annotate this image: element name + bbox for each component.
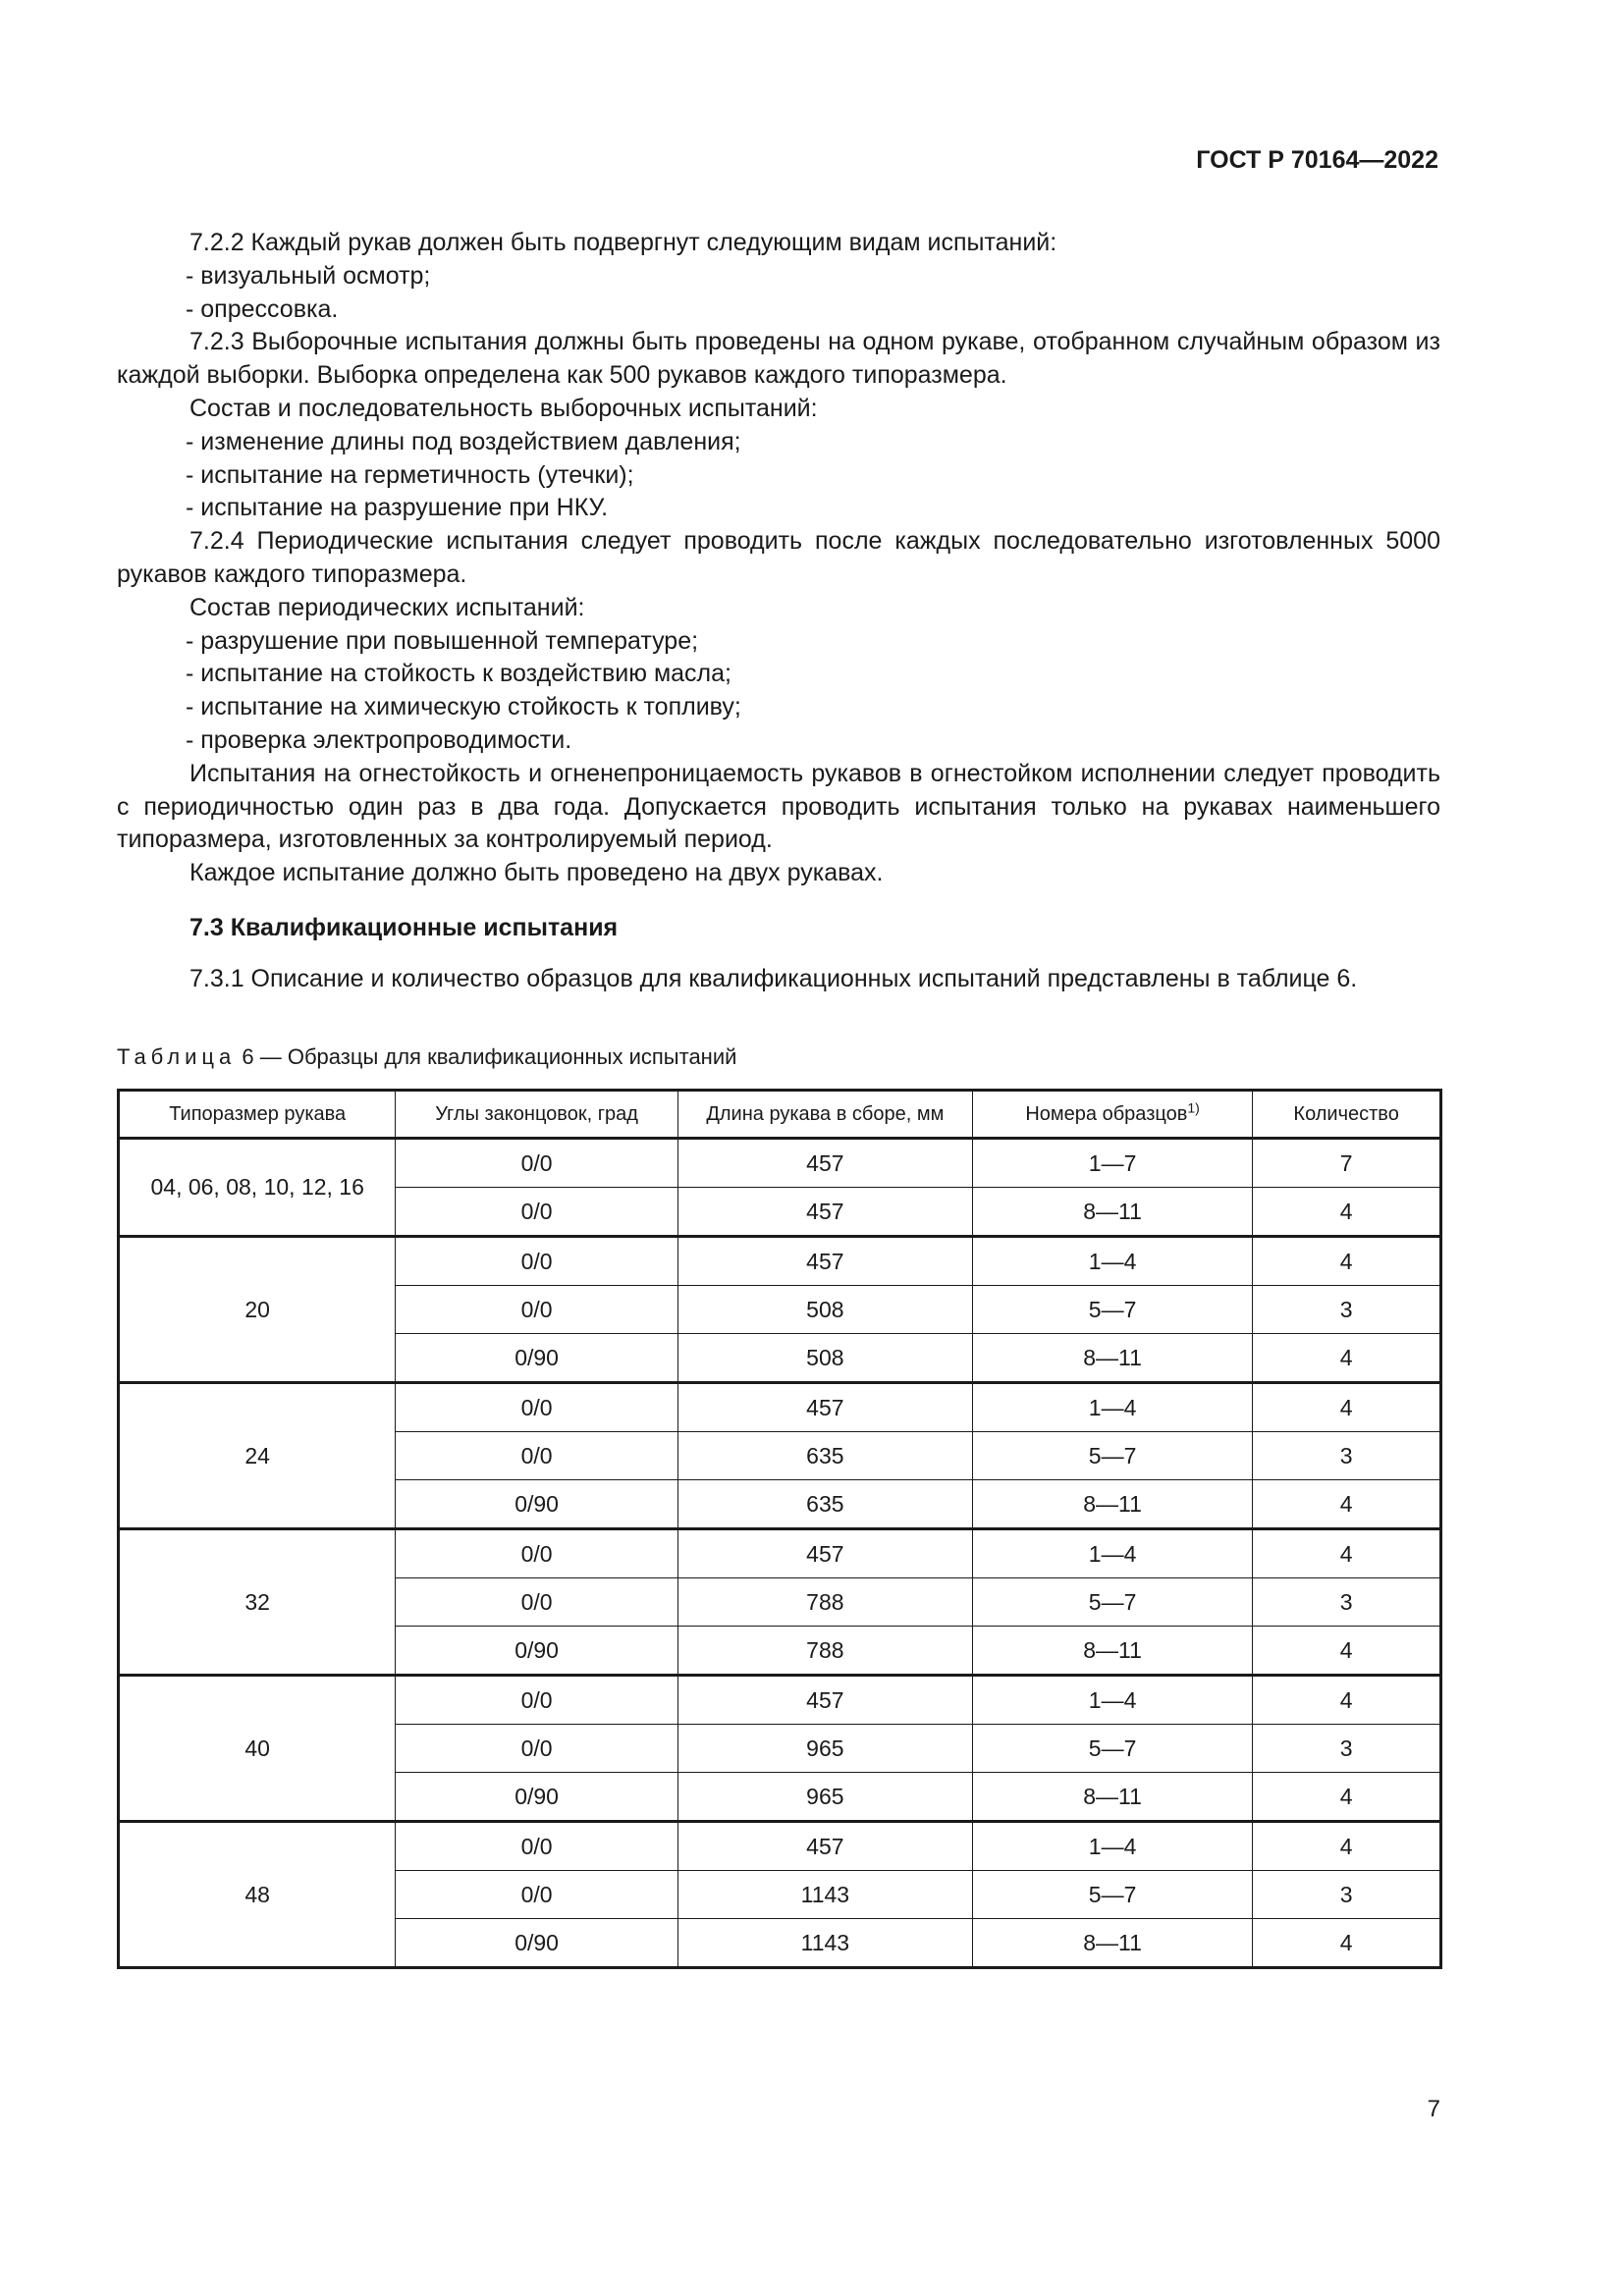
header-quantity: Количество bbox=[1253, 1091, 1441, 1139]
cell-length: 457 bbox=[677, 1237, 972, 1286]
list-item: - испытание на стойкость к воздействию масла; bbox=[186, 660, 731, 688]
cell-length: 457 bbox=[677, 1139, 972, 1188]
cell-sample-numbers: 5—7 bbox=[972, 1432, 1252, 1480]
cell-length: 635 bbox=[677, 1432, 972, 1480]
cell-sample-numbers: 1—4 bbox=[972, 1822, 1252, 1871]
cell-quantity: 4 bbox=[1253, 1773, 1441, 1822]
cell-length: 1143 bbox=[677, 1871, 972, 1919]
table-row bbox=[119, 1529, 1441, 1578]
table-row bbox=[119, 1822, 1441, 1871]
cell-angles: 0/0 bbox=[396, 1432, 677, 1480]
table-header-row bbox=[119, 1091, 1441, 1139]
cell-angles: 0/0 bbox=[396, 1286, 677, 1334]
cell-quantity: 4 bbox=[1253, 1822, 1441, 1871]
cell-sample-numbers: 8—11 bbox=[972, 1773, 1252, 1822]
cell-angles: 0/0 bbox=[396, 1237, 677, 1286]
cell-angles: 0/90 bbox=[396, 1480, 677, 1529]
cell-quantity: 4 bbox=[1253, 1334, 1441, 1383]
cell-quantity: 4 bbox=[1253, 1627, 1441, 1676]
table-row bbox=[119, 1676, 1441, 1725]
table-row bbox=[119, 1139, 1441, 1188]
cell-hose-size: 48 bbox=[119, 1822, 396, 1968]
list-item: - проверка электропроводимости. bbox=[186, 725, 572, 754]
list-item: - визуальный осмотр; bbox=[186, 261, 431, 290]
cell-length: 457 bbox=[677, 1822, 972, 1871]
cell-sample-numbers: 8—11 bbox=[972, 1334, 1252, 1383]
table-row bbox=[119, 1383, 1441, 1432]
footnote-mark: 1) bbox=[1187, 1098, 1200, 1115]
table-row bbox=[119, 1237, 1441, 1286]
cell-quantity: 4 bbox=[1253, 1919, 1441, 1968]
page-number: 7 bbox=[1427, 2096, 1440, 2122]
cell-length: 508 bbox=[677, 1334, 972, 1383]
cell-angles: 0/0 bbox=[396, 1383, 677, 1432]
cell-length: 457 bbox=[677, 1383, 972, 1432]
cell-sample-numbers: 1—4 bbox=[972, 1237, 1252, 1286]
cell-angles: 0/90 bbox=[396, 1919, 677, 1968]
cell-sample-numbers: 5—7 bbox=[972, 1871, 1252, 1919]
table-group bbox=[119, 1676, 1441, 1822]
document-number: ГОСТ Р 70164—2022 bbox=[1196, 146, 1438, 174]
table-group bbox=[119, 1529, 1441, 1676]
cell-quantity: 3 bbox=[1253, 1432, 1441, 1480]
cell-angles: 0/0 bbox=[396, 1871, 677, 1919]
cell-length: 457 bbox=[677, 1676, 972, 1725]
paragraph-7-2-2: 7.2.2 Каждый рукав должен быть подвергнут следующим видам испытаний: bbox=[189, 229, 1057, 256]
cell-length: 788 bbox=[677, 1627, 972, 1676]
table-group bbox=[119, 1383, 1441, 1529]
table-group bbox=[119, 1139, 1441, 1237]
list-item: - разрушение при повышенной температуре; bbox=[186, 626, 699, 655]
paragraph-7-2-4-intro: Состав периодических испытаний: bbox=[189, 593, 585, 621]
cell-angles: 0/0 bbox=[396, 1139, 677, 1188]
header-size: Типоразмер рукава bbox=[119, 1091, 396, 1139]
samples-table bbox=[117, 1089, 1442, 1969]
cell-hose-size: 32 bbox=[119, 1529, 396, 1676]
table-group bbox=[119, 1237, 1441, 1383]
list-item: - испытание на химическую стойкость к топливу; bbox=[186, 693, 741, 721]
cell-sample-numbers: 5—7 bbox=[972, 1725, 1252, 1773]
cell-length: 965 bbox=[677, 1773, 972, 1822]
cell-hose-size: 04, 06, 08, 10, 12, 16 bbox=[119, 1139, 396, 1237]
cell-sample-numbers: 8—11 bbox=[972, 1627, 1252, 1676]
list-item: - изменение длины под воздействием давления; bbox=[186, 427, 741, 455]
cell-length: 965 bbox=[677, 1725, 972, 1773]
cell-sample-numbers: 1—7 bbox=[972, 1139, 1252, 1188]
cell-length: 635 bbox=[677, 1480, 972, 1529]
cell-quantity: 3 bbox=[1253, 1578, 1441, 1627]
list-item: - испытание на разрушение при НКУ. bbox=[186, 494, 609, 522]
section-heading-7-3: 7.3 Квалификационные испытания bbox=[189, 913, 619, 941]
cell-angles: 0/0 bbox=[396, 1822, 677, 1871]
cell-angles: 0/90 bbox=[396, 1334, 677, 1383]
paragraph-7-3-1: 7.3.1 Описание и количество образцов для квалификационных испытаний представлены в таблице 6. bbox=[189, 964, 1358, 992]
cell-length: 457 bbox=[677, 1188, 972, 1237]
cell-angles: 0/90 bbox=[396, 1627, 677, 1676]
cell-length: 457 bbox=[677, 1529, 972, 1578]
cell-hose-size: 24 bbox=[119, 1383, 396, 1529]
body-text bbox=[117, 227, 1440, 996]
paragraph-fire-tests: Испытания на огнестойкость и огненепроницаемость рукавов в огнестойком исполнении следует проводить с периодичностью один раз в два года. Допускается проводить испытания только на рукавах наименьшего типоразмера, изготовленных за контролируемый период. bbox=[117, 759, 1440, 854]
cell-quantity: 7 bbox=[1253, 1139, 1441, 1188]
cell-quantity: 3 bbox=[1253, 1871, 1441, 1919]
cell-angles: 0/90 bbox=[396, 1773, 677, 1822]
cell-angles: 0/0 bbox=[396, 1725, 677, 1773]
cell-quantity: 4 bbox=[1253, 1480, 1441, 1529]
cell-quantity: 3 bbox=[1253, 1725, 1441, 1773]
header-length: Длина рукава в сборе, мм bbox=[677, 1091, 972, 1139]
cell-sample-numbers: 1—4 bbox=[972, 1676, 1252, 1725]
cell-angles: 0/0 bbox=[396, 1529, 677, 1578]
cell-quantity: 4 bbox=[1253, 1383, 1441, 1432]
cell-sample-numbers: 1—4 bbox=[972, 1383, 1252, 1432]
cell-angles: 0/0 bbox=[396, 1676, 677, 1725]
header-sample-numbers-label: Номера образцов bbox=[1025, 1102, 1188, 1125]
cell-quantity: 4 bbox=[1253, 1188, 1441, 1237]
cell-sample-numbers: 8—11 bbox=[972, 1919, 1252, 1968]
header-sample-numbers bbox=[972, 1091, 1252, 1139]
cell-angles: 0/0 bbox=[396, 1188, 677, 1237]
table-caption-text: 6 — Образцы для квалификационных испытаний bbox=[236, 1044, 737, 1069]
list-item: - испытание на герметичность (утечки); bbox=[186, 460, 634, 489]
cell-sample-numbers: 8—11 bbox=[972, 1188, 1252, 1237]
table-caption-label: Таблица bbox=[117, 1044, 237, 1069]
cell-length: 1143 bbox=[677, 1919, 972, 1968]
cell-hose-size: 20 bbox=[119, 1237, 396, 1383]
list-item: - опрессовка. bbox=[186, 294, 339, 323]
cell-quantity: 4 bbox=[1253, 1676, 1441, 1725]
paragraph-two-hoses: Каждое испытание должно быть проведено на двух рукавах. bbox=[189, 859, 884, 887]
cell-quantity: 4 bbox=[1253, 1237, 1441, 1286]
paragraph-7-2-4: 7.2.4 Периодические испытания следует проводить после каждых последовательно изготовленных 5000 рукавов каждого типоразмера. bbox=[117, 527, 1440, 588]
table-caption bbox=[117, 1044, 736, 1070]
cell-sample-numbers: 5—7 bbox=[972, 1578, 1252, 1627]
cell-sample-numbers: 8—11 bbox=[972, 1480, 1252, 1529]
cell-quantity: 3 bbox=[1253, 1286, 1441, 1334]
cell-sample-numbers: 5—7 bbox=[972, 1286, 1252, 1334]
paragraph-7-2-3: 7.2.3 Выборочные испытания должны быть проведены на одном рукаве, отобранном случайным образом из каждой выборки. Выборка определена как 500 рукавов каждого типоразмера. bbox=[117, 328, 1440, 390]
cell-length: 508 bbox=[677, 1286, 972, 1334]
cell-sample-numbers: 1—4 bbox=[972, 1529, 1252, 1578]
table-group bbox=[119, 1822, 1441, 1968]
cell-length: 788 bbox=[677, 1578, 972, 1627]
header-angles: Углы законцовок, град bbox=[396, 1091, 677, 1139]
cell-hose-size: 40 bbox=[119, 1676, 396, 1822]
cell-quantity: 4 bbox=[1253, 1529, 1441, 1578]
paragraph-7-2-3-intro: Состав и последовательность выборочных испытаний: bbox=[189, 394, 818, 422]
cell-angles: 0/0 bbox=[396, 1578, 677, 1627]
